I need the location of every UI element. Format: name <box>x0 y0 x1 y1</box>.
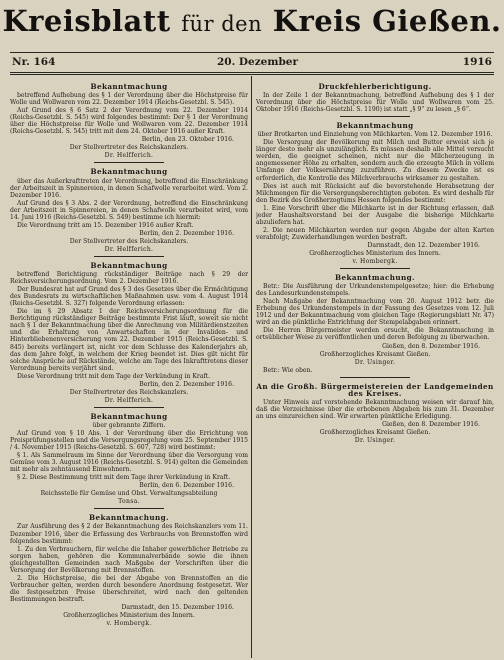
notice-dateline: Gießen, den 8. Dezember 1916. <box>382 420 480 428</box>
notice-dateline: Darmstadt, den 15. Dezember 1916. <box>121 604 234 611</box>
masthead-title-a: Kreisblatt <box>2 4 171 38</box>
notice-paragraph: In der Zeile 1 der Bekanntmachung, betreffend Aufhebung des § 1 der Verordnung über die Höchstpreise für Wolle und Wollwaren vom 25. Oktober 1916 (Reichs-Gesetzbl. S. 1190) ist statt „§ 9“ zu lesen „§ 6“. <box>256 92 494 114</box>
notice-separator <box>94 508 164 509</box>
notice-subline: Reichsstelle für Gemüse und Obst. Verwaltungsabteilung <box>40 490 218 498</box>
notice-separator <box>94 256 164 257</box>
notice-paragraph: Zur Ausführung des § 2 der Bekanntmachung des Reichskanzlers vom 11. Dezember 1916, über die Erfassung des Verbrauchs von Brennstoffen wird folgendes bestimmt: <box>10 523 248 545</box>
notice-paragraph: Auf Grund des § 3 Abs. 2 der Verordnung, betreffend die Einschränkung der Arbeitszeit in Spinnereien, in denen Schafwolle verarbeitet wird, vom 14. Juni 1916 (Reichs-Gesetzbl. S. 549) bestimme ich hiermit: <box>10 199 248 221</box>
notice-paragraph: Betr.: Die Ausführung der Urkundenstempelgesetze; hier: die Erhebung des Landesurkundenstempels. <box>256 283 494 298</box>
notice-subline: Großherzogliches Ministerium des Innern. <box>309 249 441 257</box>
masthead-rule-double <box>10 74 494 75</box>
notice-paragraph: über das Außerkrafttreten der Verordnung, betreffend die Einschränkung der Arbeitszeit in Spinnereien, in denen Schafwolle verarbeitet wird. Vom 2. Dezember 1916. <box>10 177 248 199</box>
notice-paragraph: 1. Eine Vorschrift über die Milchkarte ist in der Richtung erlassen, daß jeder Haushaltsvorstand bei der Ausgabe die bisherige Milchkarte abzuliefern hat. <box>256 204 494 226</box>
issue-year: 1916 <box>462 56 492 68</box>
masthead-title-c: Kreis Gießen. <box>272 4 502 38</box>
notice-subline: über Brotkarten und Einziehung von Milchkarten. Vom 12. Dezember 1916. <box>257 131 493 139</box>
notice-heading: Bekanntmachung <box>336 121 414 131</box>
issue-date: 20. Dezember <box>217 56 299 68</box>
notice-dateline: Berlin, den 23. Oktober 1916. <box>141 136 234 144</box>
notice-dateline: Berlin, den 2. Dezember 1916. <box>139 380 234 388</box>
notice-subline: Großherzogliches Ministerium des Innern. <box>63 612 195 620</box>
notice-signature: Dr. Usinger. <box>354 437 396 445</box>
notice-paragraph: Auf Grund von § 10 Abs. 1 der Verordnung über die Errichtung von Preisprüfungsstellen und die Versorgungsregelung vom 25. September 1915 / 4. November 1915 (Reichs-Gesetzbl. S. 607, 728) wird bestimmt: <box>10 429 248 452</box>
masthead-rule-bottom <box>10 72 494 73</box>
notice-signature: Dr. Helfferich. <box>104 152 154 160</box>
notice-dateline: Gießen, den 8. Dezember 1916. <box>382 342 480 350</box>
notice-paragraph: § 2. Diese Bestimmung tritt mit dem Tage ihrer Verkündung in Kraft. <box>17 474 231 482</box>
notice-separator <box>340 116 410 117</box>
notice-signature: Dr. Helfferich. <box>104 396 154 404</box>
notice-paragraph: Die Herren Bürgermeister werden ersucht, die Bekanntmachung in ortsüblicher Weise zu veröffentlichen und deren Befolgung zu überwachen. <box>256 327 494 342</box>
column-divider <box>251 76 252 658</box>
notice-paragraph: 1. Zu den Verbrauchern, für welche die Inhaber gewerblicher Betriebe zu sorgen haben, gehören die Kommunalverbände sowie die ihnen gleichgestellten Gemeinden nach Maßgabe der Vorschriften über die Versorgung der Bevölkerung mit Brennstoffen. <box>10 545 248 574</box>
notice-signature: Dr. Helfferich. <box>104 245 154 253</box>
notice-paragraph: Unter Hinweis auf vorstehende Bekanntmachung weisen wir darauf hin, daß die Verzeichnisse über die erhobenen Abgaben bis zum 31. Dezember an uns einzureichen sind. Wir erwarten pünktliche Erledigung. <box>256 398 494 420</box>
notice-paragraph: betreffend Aufhebung des § 1 der Verordnung über die Höchstpreise für Wolle und Wollwaren vom 22. Dezember 1914 (Reichs-Gesetzbl. S. 545). <box>10 92 248 107</box>
notice-signature: Dr. Usinger. <box>354 358 396 366</box>
right-column <box>256 78 494 656</box>
notice-paragraph: Diese Verordnung tritt mit dem Tage der Verkündung in Kraft. <box>17 372 211 380</box>
notice-paragraph: Die Versorgung der Bevölkerung mit Milch und Butter erweist sich je länger desto mehr als unzulänglich. Es müssen deshalb alle Mittel versucht werden, die geeignet scheinen, nicht nur die Milcherzeugung in angemessener Höhe zu erhalten, sondern auch die erzeugte Milch in vollem Umfange der Volksernährung zuzuführen. Zu diesem Zwecke ist es erforderlich, die Kontrolle des Milchverbrauchs wirksamer zu gestalten. <box>256 139 494 182</box>
notice-separator <box>340 268 410 269</box>
notice-paragraph: Die im § 29 Absatz 1 der Reichsversicherungsordnung für die Berichtigung rückständiger Beiträge bestimmte Frist läuft, soweit sie nicht nach § 1 der Bekanntmachung über die Anrechnung von Militärdienstzeiten und die Erhaltung von Anwartschaften in der Invaliden- und Hinterbliebenenversicherung vom 22. Dezember 1915 (Reichs-Gesetzbl. S. 845) bereits verlängert ist, nicht vor dem Schlusse des Kalenderjahrs ab, das dem Jahre folgt, in welchem der Krieg beendet ist. Dies gilt nicht für solche Ansprüche auf Rückstände, welche am Tage des Inkrafttretens dieser Verordnung bereits verjährt sind. <box>10 308 248 372</box>
notice-paragraph: Nach Maßgabe der Bekanntmachung vom 20. August 1912 betr. die Erhebung des Urkundenstempels in der Fassung des Gesetzes vom 12. Juli 1912 und der Bekanntmachung vom gleichen Tage (Regierungsblatt Nr. 47) wird an die pünktliche Entrichtung der Stempelabgaben erinnert. <box>256 298 494 327</box>
notice-subline: Großherzogliches Kreisamt Gießen. <box>319 350 431 358</box>
notice-heading: Bekanntmachung <box>90 411 168 421</box>
issue-number: Nr. 164 <box>12 56 56 68</box>
notice-signature: v. Hombergk. <box>106 620 152 628</box>
notice-heading: An die Großh. Bürgermeistereien der Landgemeinden des Kreises. <box>256 381 494 398</box>
notice-subline: Großherzogliches Kreisamt Gießen. <box>319 428 431 436</box>
notice-dateline: Berlin, den 6. Dezember 1916. <box>139 482 234 490</box>
notice-heading: Bekanntmachung. <box>89 513 169 523</box>
notice-separator <box>94 162 164 163</box>
masthead-rule-top <box>10 52 494 53</box>
notice-subline: Der Stellvertreter des Reichskanzlers. <box>69 237 189 245</box>
notice-paragraph: Dies ist auch mit Rücksicht auf die bevorstehende Herabsetzung der Milchmengen für die Versorgungsberechtigten geboten. Es wird deshalb für den Bezirk des Großherzogtums Hessen folgendes bestimmt: <box>256 182 494 204</box>
notice-heading: Bekanntmachung <box>90 82 168 91</box>
left-column <box>10 78 248 656</box>
notice-separator <box>340 377 410 378</box>
notice-dateline: Berlin, den 2. Dezember 1916. <box>139 229 234 237</box>
notice-separator <box>94 407 164 408</box>
notice-paragraph: Betr.: Wie oben. <box>263 366 313 374</box>
notice-paragraph: Auf Grund des § 6 Satz 2 der Verordnung vom 22. Dezember 1914 (Reichs-Gesetzbl. S. 545) wird folgendes bestimmt: Der § 1 der Verordnung über die Höchstpreise für Wolle und Wollwaren vom 22. Dezember 1914 (Reichs-Gesetzbl. S. 545) tritt mit dem 24. Oktober 1916 außer Kraft. <box>10 107 248 136</box>
notice-heading: Bekanntmachung <box>90 167 168 177</box>
notice-subline: Der Stellvertreter des Reichskanzlers. <box>69 144 189 152</box>
notice-signature: v. Hombergk. <box>352 258 398 266</box>
masthead-title-b: für den <box>181 12 263 36</box>
notice-paragraph: betreffend Berichtigung rückständiger Beiträge nach § 29 der Reichsversicherungsordnung. Vom 2. Dezember 1916. <box>10 271 248 286</box>
notice-subline: Der Stellvertreter des Reichskanzlers. <box>69 388 189 396</box>
notice-paragraph: 2. Die Höchstpreise, die bei der Abgabe von Brennstoffen an die Verbraucher gelten, werden durch besondere Anordnung festgesetzt. Wer die festgesetzten Preise überschreitet, wird nach den geltenden Bestimmungen bestraft. <box>10 574 248 603</box>
notice-dateline: Darmstadt, den 12. Dezember 1916. <box>367 241 480 249</box>
notice-subline: über gebrannte Ziffern. <box>92 421 166 429</box>
notice-heading: Bekanntmachung <box>90 260 168 270</box>
issue-row <box>12 56 492 70</box>
masthead <box>0 4 504 38</box>
notice-heading: Druckfehlerberichtigung. <box>318 82 432 91</box>
notice-paragraph: 2. Die neuen Milchkarten werden nur gegen Abgabe der alten Karten verabfolgt; Zuwiderhandlungen werden bestraft. <box>256 226 494 241</box>
notice-signature: Tonsa. <box>118 498 140 506</box>
notice-paragraph: § 1. Als Sammelraum im Sinne der Verordnung über die Versorgung vom Gemüse vom 3. August 1916 (Reichs-Gesetzbl. S. 914) gelten die Gemeinden mit mehr als zehntausend Einwohnern. <box>10 452 248 474</box>
notice-paragraph: Der Bundesrat hat auf Grund des § 3 des Gesetzes über die Ermächtigung des Bundesrats zu wirtschaftlichen Maßnahmen usw. vom 4. August 1914 (Reichs-Gesetzbl. S. 327) folgende Verordnung erlassen: <box>10 286 248 308</box>
notice-paragraph: Die Verordnung tritt am 15. Dezember 1916 außer Kraft. <box>17 221 194 229</box>
notice-heading: Bekanntmachung. <box>335 273 415 283</box>
